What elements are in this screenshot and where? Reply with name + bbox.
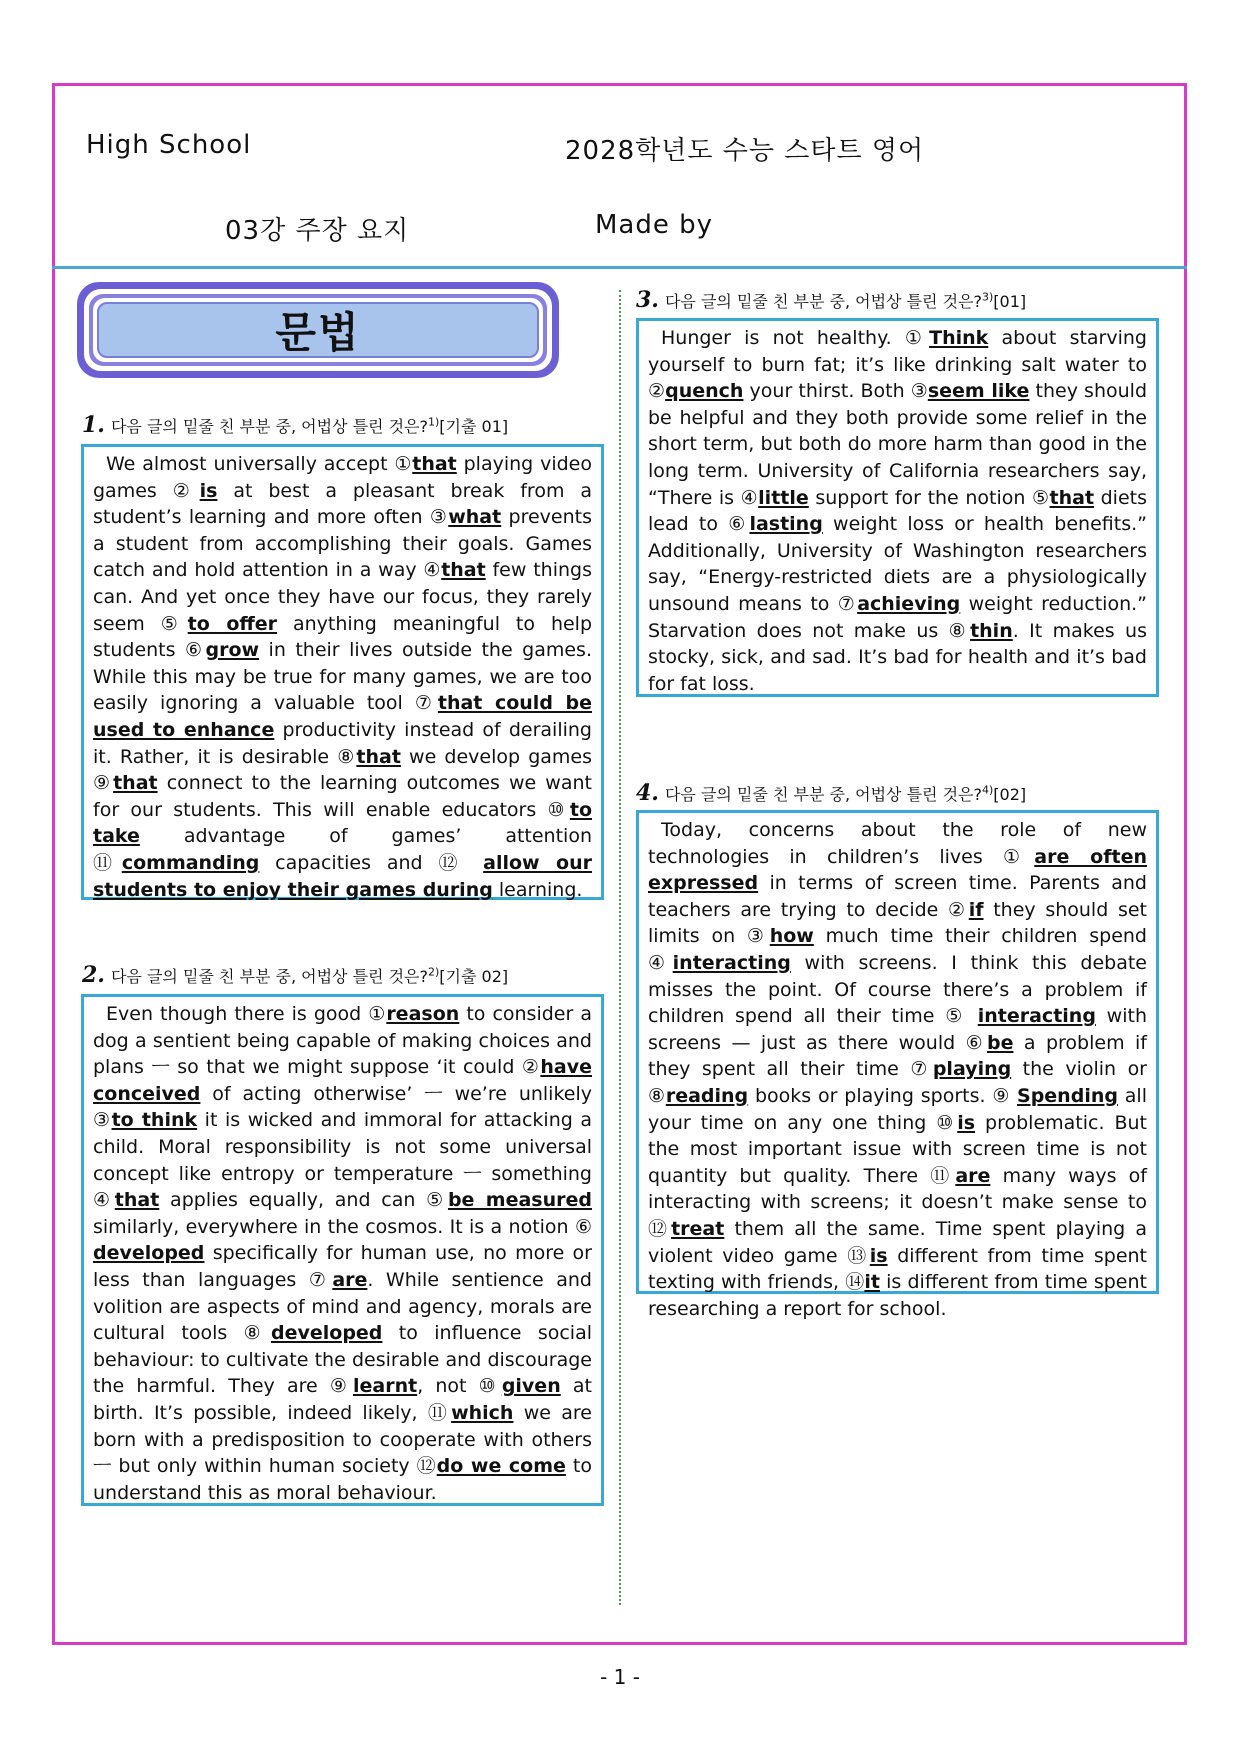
question-4-passage: Today, concerns about the role of new technologies in children’s lives ①are often expressed in terms of screen time. Parents and teachers are trying to decide ②if they should set limits on ③how much time their children spend ④interacting with screens. I think this debate misses the point. Of course there’s a problem if children spend all their time ⑤ interacting with screens — just as there would ⑥be a problem if they spent all their time ⑦playing the violin or ⑧reading books or playing sports. ⑨ Spending all your time on any one thing ⑩is problematic. But the most important issue with screen time is not quantity but quality. There ⑪are many ways of interacting with screens; it doesn’t make sense to ⑫treat them all the same. Time spent playing a violent video game ⑬is different from time spent texting with friends, ⑭it is different from time spent researching a report for school. (648, 819, 1147, 1320)
question-ref: 2) (428, 965, 440, 979)
underlined-choice: commanding (121, 851, 260, 874)
question-ref: 1) (428, 415, 440, 429)
question-2-passage: Even though there is good ①reason to consider a dog a sentient being capable of making choices and plans ㅡ so that we might suppose ‘it could ②have conceived of acting otherwise’ ㅡ we’re unlikely ③to think it is wicked and immoral for attacking a child. Moral responsibility is not some universal concept like entropy or temperature ㅡ something ④that applies equally, and can ⑤be measured similarly, everywhere in the cosmos. It is a notion ⑥ developed specifically for human use, no more or less than languages ⑦are. While sentience and volition are aspects of mind and agency, morals are cultural tools ⑧developed to influence social behaviour: to cultivate the desirable and discourage the harmful. They are ⑨learnt, not ⑩given at birth. It’s possible, indeed likely, ⑪which we are born with a predisposition to cooperate with others ㅡ but only within human society ⑫do we come to understand this as moral behaviour. (93, 1003, 593, 1504)
question-4-passage-box (636, 810, 1159, 1320)
underlined-choice: be measured (447, 1189, 592, 1212)
underlined-choice: have conceived (93, 1056, 592, 1105)
question-3-passage-box (636, 318, 1159, 697)
underlined-choice: playing (932, 1058, 1012, 1081)
underlined-choice: achieving (857, 592, 961, 615)
underlined-choice: that (441, 559, 486, 582)
underlined-choice: to offer (187, 612, 278, 635)
underlined-choice: little (758, 486, 809, 509)
underlined-choice: that (113, 772, 158, 795)
underlined-choice: lasting (749, 513, 823, 536)
section-title: 문법 (275, 308, 361, 357)
question-2-passage-box (81, 994, 604, 1506)
underlined-choice: to take (93, 798, 592, 848)
underlined-choice: how (769, 925, 814, 948)
underlined-choice: developed (93, 1242, 205, 1265)
underlined-choice: be (987, 1031, 1014, 1054)
underlined-choice: learnt (352, 1375, 418, 1398)
underlined-choice: is (957, 1111, 976, 1134)
underlined-choice: that could be used to enhance (93, 692, 593, 741)
underlined-choice: given (501, 1375, 561, 1398)
underlined-choice: it (864, 1271, 880, 1294)
header-divider (52, 266, 1187, 269)
question-prompt: 다음 글의 밑줄 친 부분 중, 어법상 틀린 것은? (664, 292, 982, 311)
underlined-choice: to think (111, 1109, 198, 1132)
underlined-choice: reason (386, 1003, 460, 1025)
column-divider (619, 290, 621, 1605)
question-tag: [01] (993, 292, 1027, 311)
question-number: 2. (82, 962, 105, 988)
question-prompt: 다음 글의 밑줄 친 부분 중, 어법상 틀린 것은? (110, 967, 428, 986)
question-number: 3. (636, 287, 659, 313)
book-title: 2028학년도 수능 스타트 영어 (565, 136, 925, 166)
underlined-choice: developed (271, 1322, 383, 1345)
question-4-heading (636, 780, 1026, 806)
underlined-choice: what (448, 506, 502, 529)
question-1-passage: We almost universally accept ①that playing video games ②is at best a pleasant break from a student’s learning and more often ③what prevents a student from accomplishing their goals. Games catch and hold attention in a way ④that few things can. And yet once they have our focus, they rarely seem ⑤to offer anything meaningful to help students ⑥grow in their lives outside the games. While this may be true for many games, we are too easily ignoring a valuable tool ⑦that could be used to enhance productivity instead of derailing it. Rather, it is desirable ⑧that we develop games ⑨that connect to the learning outcomes we want for our students. This will enable educators ⑩to take advantage of games’ attention ⑪commanding capacities and ⑫ allow our students to enjoy their games during learning. (93, 453, 593, 901)
underlined-choice: are (955, 1164, 991, 1187)
underlined-choice: are (332, 1268, 368, 1291)
underlined-choice: interacting (672, 951, 791, 974)
underlined-choice: seem like (927, 380, 1030, 403)
underlined-choice: do we come (436, 1455, 566, 1478)
underlined-choice: treat (671, 1217, 725, 1240)
question-ref: 3) (982, 290, 994, 304)
question-3-heading (636, 287, 1026, 313)
underlined-choice: Think (929, 327, 989, 349)
underlined-choice: quench (665, 380, 744, 403)
school-label: High School (86, 130, 252, 160)
question-3-passage: Hunger is not healthy. ①Think about starving yourself to burn fat; it’s like drinking salt water to ②quench your thirst. Both ③seem like they should be helpful and they both provide some relief in the short term, but both do more harm than good in the long term. University of California researchers say, “There is ④little support for the notion ⑤that diets lead to ⑥lasting weight loss or health benefits.” Additionally, University of Washington researchers say, “Energy-restricted diets are a physiologically unsound means to ⑦achieving weight reduction.” Starvation does not make us ⑧thin. It makes us stocky, sick, and sad. It’s bad for health and it’s bad for fat loss. (648, 327, 1148, 695)
underlined-choice: which (451, 1401, 514, 1424)
question-prompt: 다음 글의 밑줄 친 부분 중, 어법상 틀린 것은? (110, 417, 428, 436)
question-number: 1. (82, 412, 105, 438)
underlined-choice: is (199, 479, 218, 502)
page-number: - 1 - (600, 1665, 640, 1689)
question-tag: [기출 01] (439, 417, 509, 436)
question-tag: [기출 02] (439, 967, 509, 986)
question-tag: [02] (993, 785, 1027, 804)
underlined-choice: interacting (977, 1005, 1096, 1028)
underlined-choice: allow our students to enjoy their games during (93, 851, 592, 901)
underlined-choice: grow (205, 639, 260, 662)
lesson-title: 03강 주장 요지 (225, 216, 410, 246)
underlined-choice: are often expressed (648, 845, 1147, 895)
question-prompt: 다음 글의 밑줄 친 부분 중, 어법상 틀린 것은? (664, 785, 982, 804)
question-1-passage-box (81, 444, 604, 900)
question-ref: 4) (982, 783, 994, 797)
question-number: 4. (636, 780, 659, 806)
section-title-banner (77, 282, 559, 378)
underlined-choice: if (968, 898, 984, 921)
underlined-choice: that (356, 745, 401, 768)
underlined-choice: Spending (1017, 1084, 1118, 1107)
underlined-choice: thin (970, 619, 1013, 642)
underlined-choice: that (412, 453, 457, 475)
underlined-choice: that (1049, 486, 1095, 509)
question-2-heading (82, 962, 508, 988)
made-by-label: Made by (595, 210, 714, 240)
question-1-heading (82, 412, 508, 438)
underlined-choice: reading (665, 1084, 749, 1107)
underlined-choice: is (869, 1244, 888, 1267)
underlined-choice: that (114, 1189, 160, 1212)
